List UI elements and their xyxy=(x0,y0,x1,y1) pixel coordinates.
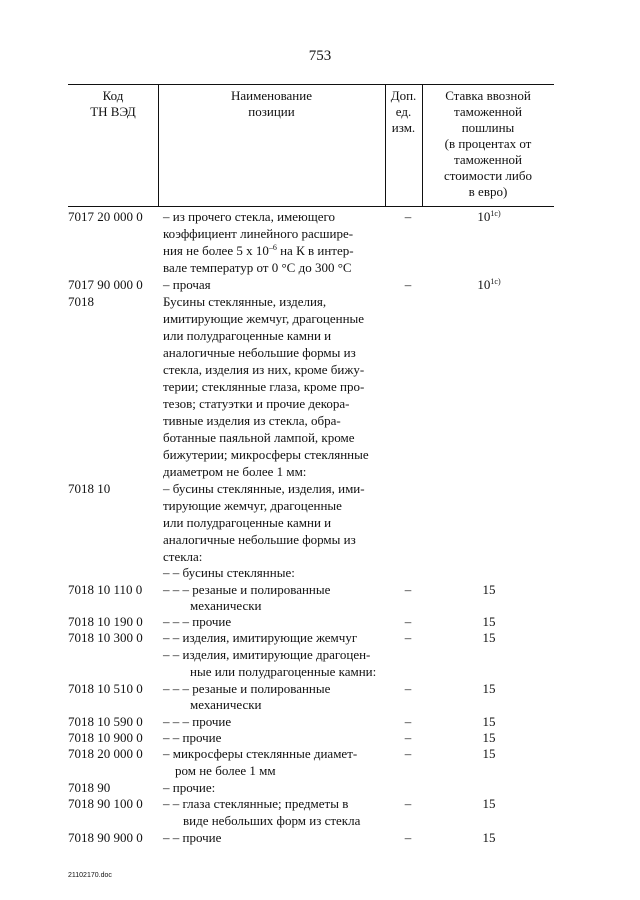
row-name: ром не более 1 мм xyxy=(175,763,276,778)
header-text: ТН ВЭД xyxy=(90,104,136,119)
row-name: – – изделия, имитирующие драгоцен- xyxy=(163,647,371,662)
row-code: 7018 90 900 0 xyxy=(68,830,143,845)
rate-footnote: 1с) xyxy=(490,209,501,218)
row-name: бижутерии; микросферы стеклянные xyxy=(163,447,369,462)
row-name: механически xyxy=(190,598,262,613)
row-unit: – xyxy=(404,796,412,811)
row-code: 7018 10 110 0 xyxy=(68,582,143,597)
row-code: 7018 10 190 0 xyxy=(68,614,143,629)
row-unit: – xyxy=(404,714,412,729)
header-code xyxy=(68,88,158,120)
page-number: 753 xyxy=(308,48,332,64)
row-code: 7017 20 000 0 xyxy=(68,209,143,224)
row-code: 7017 90 000 0 xyxy=(68,277,143,292)
row-name: – из прочего стекла, имеющего xyxy=(163,209,336,224)
row-unit: – xyxy=(404,681,412,696)
row-code: 7018 10 xyxy=(68,481,111,496)
row-name: – – – прочие xyxy=(163,714,232,729)
row-rate xyxy=(430,276,548,293)
row-name: аналогичные небольшие формы из xyxy=(163,532,356,547)
row-name: тирующие жемчуг, драгоценные xyxy=(163,498,342,513)
row-name: – – изделия, имитирующие жемчуг xyxy=(163,630,358,645)
row-name: – – – прочие xyxy=(163,614,232,629)
row-name: стекла, изделия из них, кроме бижу- xyxy=(163,362,365,377)
table-top-rule xyxy=(68,84,554,85)
header-text: таможенной xyxy=(454,152,522,167)
row-name: имитирующие жемчуг, драгоценные xyxy=(163,311,365,326)
header-text: Наименование xyxy=(231,88,312,103)
row-name: виде небольших форм из стекла xyxy=(183,813,361,828)
row-name: ные или полудрагоценные камни: xyxy=(190,664,377,679)
row-rate: 15 xyxy=(482,730,496,745)
row-name: – микросферы стеклянные диамет- xyxy=(163,746,358,761)
header-text: изм. xyxy=(391,120,416,135)
row-name: или полудрагоценные камни и xyxy=(163,515,332,530)
row-rate: 15 xyxy=(482,746,496,761)
row-rate: 15 xyxy=(482,830,496,845)
header-text: в евро) xyxy=(468,184,508,199)
row-name-part: ния не более 5 х 10 xyxy=(163,243,269,258)
header-rate xyxy=(422,88,554,200)
row-name: или полудрагоценные камни и xyxy=(163,328,332,343)
row-rate: 15 xyxy=(482,796,496,811)
row-name: диаметром не более 1 мм: xyxy=(163,464,307,479)
row-name: тивные изделия из стекла, обра- xyxy=(163,413,341,428)
header-text: ед. xyxy=(395,104,412,119)
row-code: 7018 10 300 0 xyxy=(68,630,143,645)
rate-value: 10 xyxy=(477,277,491,292)
row-unit: – xyxy=(404,830,412,845)
footer-filename: 21102170.doc xyxy=(68,872,112,879)
row-name: – – – резаные и полированные xyxy=(163,582,331,597)
row-name: Бусины стеклянные, изделия, xyxy=(163,294,327,309)
row-code: 7018 xyxy=(68,294,94,309)
row-name: коэффициент линейного расшире- xyxy=(163,226,354,241)
row-name: – прочая xyxy=(163,277,211,292)
header-text: таможенной xyxy=(454,104,522,119)
header-text: Доп. xyxy=(390,88,417,103)
row-name: – – бусины стеклянные: xyxy=(163,565,295,580)
row-code: 7018 90 xyxy=(68,780,111,795)
header-name xyxy=(158,88,385,120)
row-unit: – xyxy=(404,730,412,745)
rate-value: 10 xyxy=(477,209,491,224)
row-name: – прочие: xyxy=(163,780,216,795)
header-text: стоимости либо xyxy=(443,168,532,183)
exponent: –6 xyxy=(268,243,277,252)
header-text: Ставка ввозной xyxy=(445,88,531,103)
row-unit: – xyxy=(404,277,412,292)
row-unit: – xyxy=(404,614,412,629)
row-name: терии; стеклянные глаза, кроме про- xyxy=(163,379,365,394)
row-name: вале температур от 0 °С до 300 °С xyxy=(163,260,352,275)
row-name: – бусины стеклянные, изделия, ими- xyxy=(163,481,365,496)
row-name: ботанные паяльной лампой, кроме xyxy=(163,430,355,445)
row-name: стекла: xyxy=(163,549,203,564)
row-code: 7018 10 900 0 xyxy=(68,730,143,745)
header-text: (в процентах от xyxy=(444,136,532,151)
row-unit: – xyxy=(404,209,412,224)
row-unit: – xyxy=(404,582,412,597)
header-bottom-rule xyxy=(68,206,554,207)
row-name: аналогичные небольшие формы из xyxy=(163,345,356,360)
row-name xyxy=(163,242,354,259)
row-name: – – прочие xyxy=(163,830,222,845)
row-rate: 15 xyxy=(482,614,496,629)
row-name: – – прочие xyxy=(163,730,222,745)
row-rate: 15 xyxy=(482,681,496,696)
row-code: 7018 10 510 0 xyxy=(68,681,143,696)
row-name: – – – резаные и полированные xyxy=(163,681,331,696)
row-name: тезов; статуэтки и прочие декора- xyxy=(163,396,350,411)
header-unit xyxy=(385,88,422,136)
row-rate: 15 xyxy=(482,582,496,597)
row-name-part: на К в интер- xyxy=(276,243,354,258)
row-unit: – xyxy=(404,630,412,645)
row-rate: 15 xyxy=(482,714,496,729)
row-rate: 15 xyxy=(482,630,496,645)
row-unit: – xyxy=(404,746,412,761)
row-code: 7018 10 590 0 xyxy=(68,714,143,729)
rate-footnote: 1с) xyxy=(490,277,501,286)
header-text: Код xyxy=(102,88,124,103)
header-text: позиции xyxy=(248,104,295,119)
header-text: пошлины xyxy=(461,120,515,135)
row-name: – – глаза стеклянные; предметы в xyxy=(163,796,349,811)
row-rate xyxy=(430,208,548,225)
row-code: 7018 20 000 0 xyxy=(68,746,143,761)
row-code: 7018 90 100 0 xyxy=(68,796,143,811)
row-name: механически xyxy=(190,697,262,712)
